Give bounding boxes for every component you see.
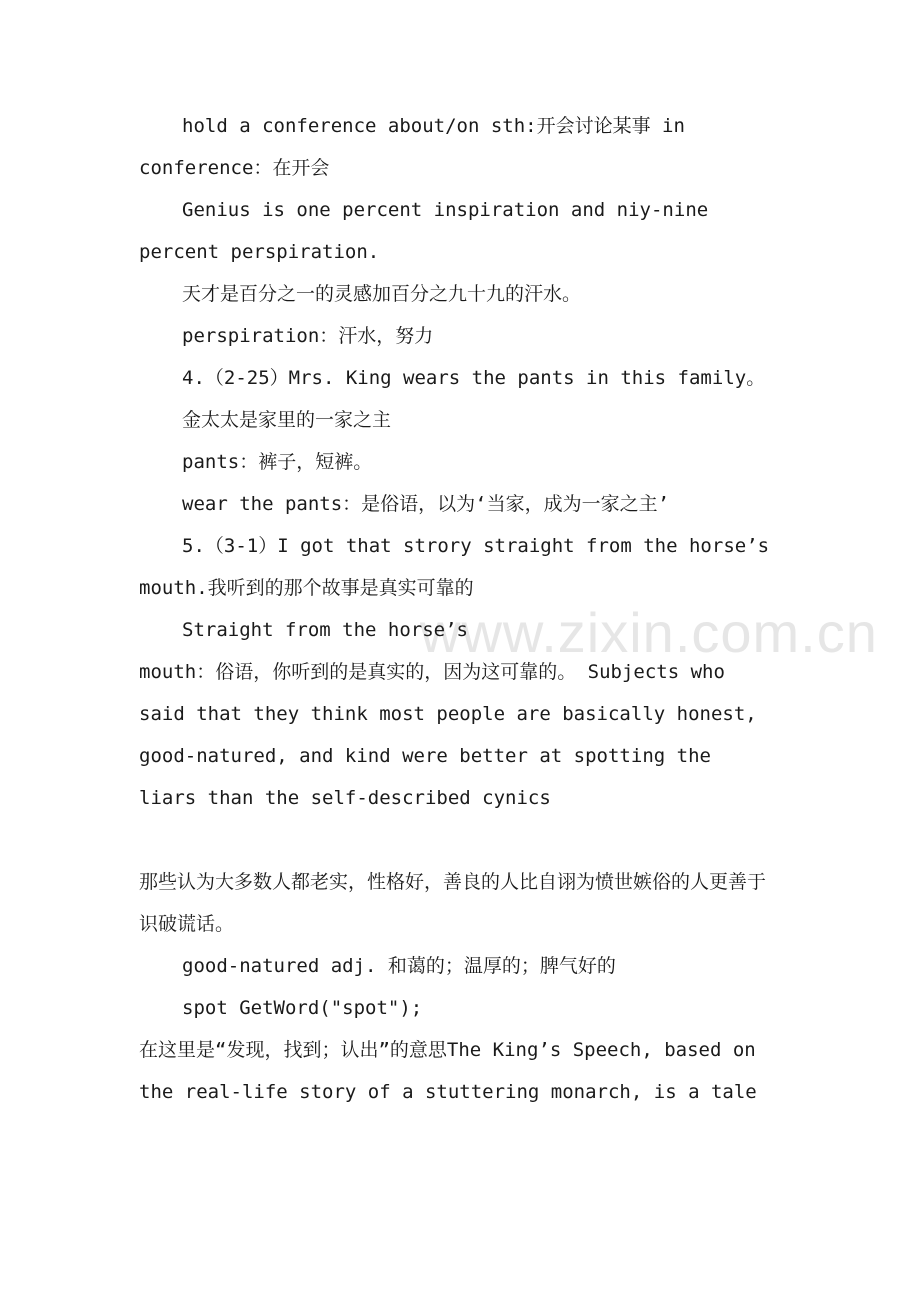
paragraph-spot-getword: spot GetWord("spot"); [182,997,423,1019]
paragraph-item-4-translation: 金太太是家里的一家之主 [182,409,392,431]
paragraph-item-4: 4.（2-25）Mrs. King wears the pants in this family。 [182,367,766,389]
paragraph-pants: pants：裤子，短裤。 [182,451,373,473]
paragraph-straight-from: Straight from the horse’s [182,619,468,641]
paragraph-mouth-subjects: mouth：俗语，你听到的是真实的，因为这可靠的。 Subjects who said that they think most people are basically honest, good-natured, and kind were better at spotting the liars than the self-described cynics [139,661,757,809]
paragraph-subjects-translation: 那些认为大多数人都老实，性格好，善良的人比自诩为愤世嫉俗的人更善于识破谎话。 [139,871,767,935]
watermark: www.zixin.com.cn [420,601,878,664]
paragraph-perspiration: perspiration：汗水，努力 [182,325,434,347]
paragraph-gap [139,819,779,861]
paragraph-conference: hold a conference about/on sth:开会讨论某事 in conference：在开会 [139,115,685,179]
paragraph-genius-translation: 天才是百分之一的灵感加百分之九十九的汗水。 [182,283,582,305]
paragraph-wear-the-pants: wear the pants：是俗语，以为‘当家，成为一家之主’ [182,493,670,515]
paragraph-good-natured: good-natured adj. 和蔼的；温厚的；脾气好的 [182,955,616,977]
paragraph-genius-quote: Genius is one percent inspiration and niy-nine percent perspiration. [139,199,709,263]
paragraph-kings-speech: 在这里是“发现，找到；认出”的意思The King’s Speech, based on the real-life story of a stuttering monarch, is a tale [139,1039,757,1103]
document-body [139,105,779,1113]
paragraph-item-5: 5.（3-1）I got that strory straight from the horse’s mouth.我听到的那个故事是真实可靠的 [139,535,770,599]
